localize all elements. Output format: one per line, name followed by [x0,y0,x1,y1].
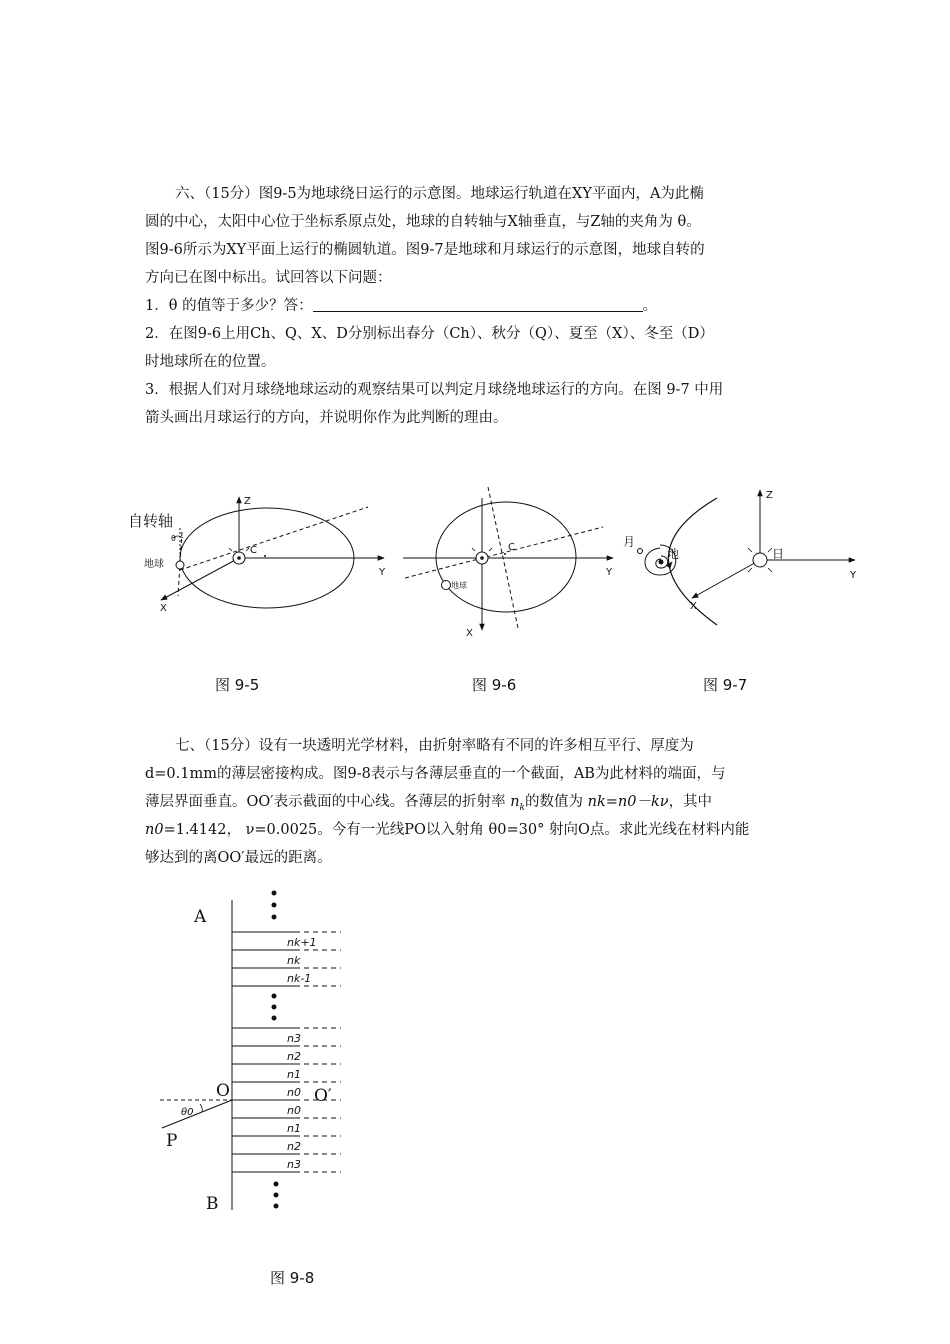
label-a: A [194,907,207,927]
fig95-x-label: X [160,603,167,614]
s7-formula: nk=n0－kν [587,794,669,810]
s7-line1: 七、（15分）设有一块透明光学材料，由折射率略有不同的许多相互平行、厚度为 [175,738,694,754]
fig95-earth-label: 地球 [144,559,164,570]
s6-line3: 图9-6所示为XY平面上运行的椭圆轨道。图9-7是地球和月球运行的示意图，地球自转的 [145,242,705,258]
incident-ray-po [162,1100,232,1128]
ellipsis-dots [272,891,279,1209]
layer-nk-1: nk-1 [287,972,312,985]
fig95-z-label: Z [244,496,251,507]
s7-n0: n0 [145,822,164,838]
layer-n2-bottom: n2 [287,1140,301,1153]
s7-line4-rest: =1.4142， ν=0.0025。今有一光线PO以入射角 θ0=30° 射向O点。求此光线在材料内能 [163,822,750,838]
fig96-y-label: Y [606,567,613,578]
s7-line5: 够达到的离OO′最远的距离。 [145,850,332,866]
layer-n0-top: n0 [287,1086,301,1099]
layer-n2-top: n2 [287,1050,301,1063]
fig97-earth-label: 地 [667,547,680,561]
fig96-caption: 图 9-6 [472,676,517,694]
fig98-caption: 图 9-8 [270,1269,315,1287]
s6-q2-line2: 时地球所在的位置。 [145,354,276,370]
fig97-y-label: Y [850,570,857,581]
s6-q2-line1: 2．在图9-6上用Ch、Q、X、D分别标出春分（Ch）、秋分（Q）、夏至（X）、冬至（D） [145,326,714,342]
fig95-axis-label: 自转轴 [128,512,174,530]
s6-line1: 六、（15分）图9-5为地球绕日运行的示意图。地球运行轨道在XY平面内，A为此椭 [175,186,704,202]
label-o-prime: O′ [314,1086,332,1106]
s7-nk: n [510,794,520,810]
layer-nk+1: nk+1 [287,936,317,949]
layer-n1-bottom: n1 [287,1122,301,1135]
label-o: O [216,1081,230,1101]
layer-nk: nk [287,954,301,967]
fig97-sun-label: 日 [772,547,785,561]
layer-n3-top: n3 [287,1032,301,1045]
fig97-caption: 图 9-7 [703,676,748,694]
s7-line3-a: 薄层界面垂直。OO′表示截面的中心线。各薄层的折射率 [145,794,511,810]
s6-q3-line2: 箭头画出月球运行的方向，并说明你作为此判断的理由。 [145,410,508,426]
fig97-x-label: X [690,601,697,612]
label-theta0: θ0 [181,1107,194,1118]
s6-line2: 圆的中心，太阳中心位于坐标系原点处，地球的自转轴与X轴垂直，与Z轴的夹角为 θ。 [145,214,701,230]
label-p: P [166,1131,178,1151]
q1-suffix: 。 [642,298,658,314]
fig96-x-label: X [466,628,473,639]
layer-n0-bottom: n0 [287,1104,301,1117]
layer-n3-bottom: n3 [287,1158,301,1171]
fig95-y-label: Y [379,567,386,578]
fig97-z-label: Z [766,490,773,501]
fig95-c-label: C [250,545,257,556]
s7-line2: d=0.1mm的薄层密接构成。图9-8表示与各薄层垂直的一个截面，AB为此材料的端面，与 [145,766,726,782]
s7-nk-sub: k [519,802,525,813]
fig96-c-label: C [508,542,515,553]
layer-n1-top: n1 [287,1068,301,1081]
fig97-moon-label: 月 [623,535,636,549]
s7-line3-mid: 的数值为 [525,794,588,810]
s7-line3-end: ，其中 [668,794,713,810]
fig95-caption: 图 9-5 [215,676,260,694]
label-b: B [206,1194,219,1214]
fig96-earth-label: 地球 [451,581,467,590]
s6-q3-line1: 3．根据人们对月球绕地球运动的观察结果可以判定月球绕地球运行的方向。在图 9-7 中用 [145,382,724,398]
s6-line4: 方向已在图中标出。试回答以下问题： [145,270,392,286]
q1-prefix: 1．θ 的值等于多少？答： [145,298,313,314]
fig95-theta: θ [171,534,176,543]
